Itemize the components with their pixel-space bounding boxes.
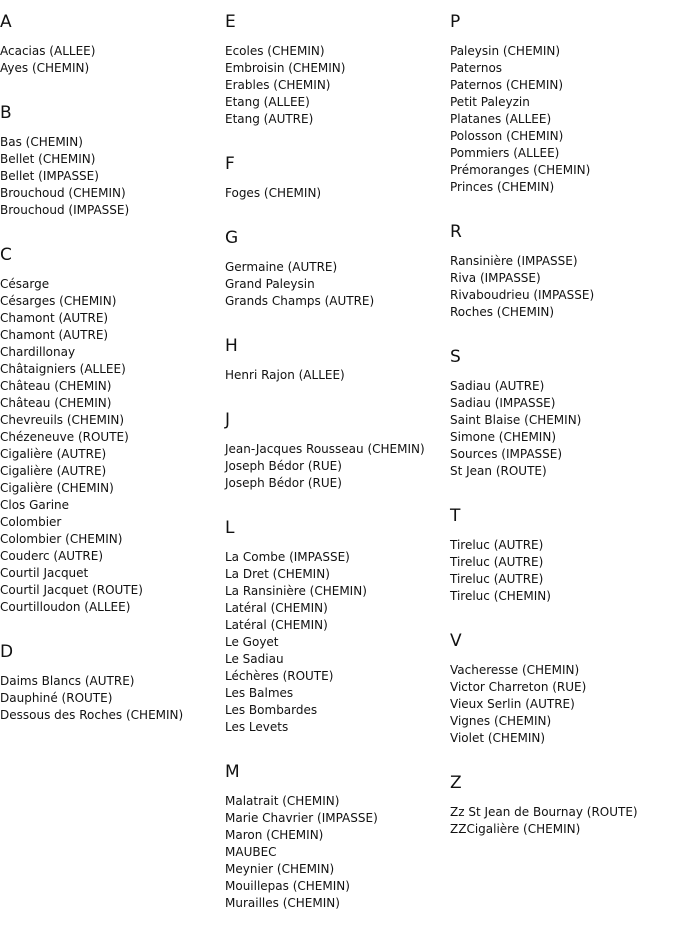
section-letter-heading: T	[450, 506, 461, 526]
street-name: Vieux Serlin (AUTRE)	[450, 697, 575, 711]
street-name: Courtil Jacquet (ROUTE)	[0, 583, 143, 597]
street-name: Dauphiné (ROUTE)	[0, 691, 113, 705]
street-index-column-2	[225, 0, 450, 926]
street-name: Germaine (AUTRE)	[225, 260, 338, 274]
street-name: Courtil Jacquet	[0, 566, 89, 580]
street-name: La Dret (CHEMIN)	[225, 567, 330, 581]
street-name: Ransinière (IMPASSE)	[450, 254, 578, 268]
section-letter-heading: E	[225, 12, 236, 32]
street-name: Châtaigniers (ALLEE)	[0, 362, 126, 376]
street-name: Pommiers (ALLEE)	[450, 146, 560, 160]
street-name: Tireluc (AUTRE)	[450, 538, 544, 552]
letter-section-h	[225, 336, 450, 398]
letter-section-c	[0, 245, 225, 630]
street-name: Petit Paleyzin	[450, 95, 530, 109]
street-name: Bellet (IMPASSE)	[0, 169, 99, 183]
street-name: Le Goyet	[225, 635, 279, 649]
street-name: Violet (CHEMIN)	[450, 731, 546, 745]
street-name: La Combe (IMPASSE)	[225, 550, 350, 564]
street-name: Maron (CHEMIN)	[225, 828, 324, 842]
letter-section-a	[0, 12, 225, 91]
letter-section-g	[225, 228, 450, 324]
street-name: Latéral (CHEMIN)	[225, 601, 328, 615]
street-name: Princes (CHEMIN)	[450, 180, 555, 194]
street-name: Chamont (AUTRE)	[0, 311, 109, 325]
street-name: Marie Chavrier (IMPASSE)	[225, 811, 378, 825]
street-name: Sources (IMPASSE)	[450, 447, 563, 461]
section-letter-heading: H	[225, 336, 238, 356]
street-name: MAUBEC	[225, 845, 277, 859]
street-name: Couderc (AUTRE)	[0, 549, 104, 563]
street-name: Grands Champs (AUTRE)	[225, 294, 375, 308]
street-name: Tireluc (AUTRE)	[450, 555, 544, 569]
letter-section-d	[0, 642, 225, 738]
street-name: Chevreuils (CHEMIN)	[0, 413, 125, 427]
section-letter-heading: S	[450, 347, 461, 367]
street-name: Simone (CHEMIN)	[450, 430, 557, 444]
street-name: Vacheresse (CHEMIN)	[450, 663, 580, 677]
street-name: Saint Blaise (CHEMIN)	[450, 413, 582, 427]
street-name: Zz St Jean de Bournay (ROUTE)	[450, 805, 638, 819]
letter-section-f	[225, 154, 450, 216]
street-name: Les Bombardes	[225, 703, 318, 717]
street-name: Cigalière (AUTRE)	[0, 464, 107, 478]
letter-section-s	[450, 347, 675, 494]
street-name: Bas (CHEMIN)	[0, 135, 83, 149]
section-letter-heading: L	[225, 518, 235, 538]
letter-section-l	[225, 518, 450, 750]
street-name: Paternos	[450, 61, 503, 75]
section-letter-heading: D	[0, 642, 14, 662]
street-name: Paleysin (CHEMIN)	[450, 44, 561, 58]
street-name: Chardillonay	[0, 345, 76, 359]
street-name: Mouillepas (CHEMIN)	[225, 879, 350, 893]
letter-section-m	[225, 762, 450, 926]
letter-section-v	[450, 631, 675, 761]
street-name: Meynier (CHEMIN)	[225, 862, 335, 876]
letter-section-t	[450, 506, 675, 619]
street-name: Foges (CHEMIN)	[225, 186, 322, 200]
letter-section-b	[0, 103, 225, 233]
street-name: Daims Blancs (AUTRE)	[0, 674, 135, 688]
street-name: Colombier	[0, 515, 62, 529]
letter-section-e	[225, 12, 450, 142]
section-letter-heading: R	[450, 222, 462, 242]
street-name: Tireluc (CHEMIN)	[450, 589, 551, 603]
section-letter-heading: C	[0, 245, 12, 265]
street-name: Roches (CHEMIN)	[450, 305, 555, 319]
street-name: Brouchoud (IMPASSE)	[0, 203, 130, 217]
street-name: Tireluc (AUTRE)	[450, 572, 544, 586]
street-name: Etang (AUTRE)	[225, 112, 314, 126]
street-name: Cigalière (CHEMIN)	[0, 481, 114, 495]
street-name: Latéral (CHEMIN)	[225, 618, 328, 632]
street-name: Courtilloudon (ALLEE)	[0, 600, 131, 614]
street-name: Grand Paleysin	[225, 277, 315, 291]
street-name: ZZCigalière (CHEMIN)	[450, 822, 581, 836]
street-name: Les Balmes	[225, 686, 294, 700]
letter-section-r	[450, 222, 675, 335]
section-letter-heading: V	[450, 631, 462, 651]
street-name: Le Sadiau	[225, 652, 284, 666]
street-name: Victor Charreton (RUE)	[450, 680, 587, 694]
street-index-column-3	[450, 0, 675, 852]
street-name: Malatrait (CHEMIN)	[225, 794, 340, 808]
section-letter-heading: Z	[450, 773, 462, 793]
street-name: Césarges (CHEMIN)	[0, 294, 117, 308]
street-name: Riva (IMPASSE)	[450, 271, 541, 285]
street-name: Prémoranges (CHEMIN)	[450, 163, 591, 177]
street-name: Colombier (CHEMIN)	[0, 532, 123, 546]
street-name: Léchères (ROUTE)	[225, 669, 334, 683]
street-name: Sadiau (AUTRE)	[450, 379, 545, 393]
street-name: Clos Garine	[0, 498, 70, 512]
street-name: Les Levets	[225, 720, 289, 734]
section-letter-heading: B	[0, 103, 12, 123]
street-name: Joseph Bédor (RUE)	[225, 476, 342, 490]
street-name: Etang (ALLEE)	[225, 95, 310, 109]
street-name: Platanes (ALLEE)	[450, 112, 552, 126]
street-name: Chézeneuve (ROUTE)	[0, 430, 129, 444]
section-letter-heading: F	[225, 154, 235, 174]
street-name: Erables (CHEMIN)	[225, 78, 331, 92]
street-name: Murailles (CHEMIN)	[225, 896, 340, 910]
street-name: Rivaboudrieu (IMPASSE)	[450, 288, 595, 302]
street-name: Bellet (CHEMIN)	[0, 152, 96, 166]
street-name: Château (CHEMIN)	[0, 379, 112, 393]
street-name: Chamont (AUTRE)	[0, 328, 109, 342]
street-name: Ecoles (CHEMIN)	[225, 44, 325, 58]
section-letter-heading: J	[225, 410, 231, 430]
street-name: Château (CHEMIN)	[0, 396, 112, 410]
street-name: Joseph Bédor (RUE)	[225, 459, 342, 473]
street-name: Acacias (ALLEE)	[0, 44, 96, 58]
street-name: St Jean (ROUTE)	[450, 464, 547, 478]
street-name: Sadiau (IMPASSE)	[450, 396, 556, 410]
street-name: Brouchoud (CHEMIN)	[0, 186, 126, 200]
section-letter-heading: G	[225, 228, 239, 248]
street-name: Cigalière (AUTRE)	[0, 447, 107, 461]
letter-section-z	[450, 773, 675, 852]
street-name: Dessous des Roches (CHEMIN)	[0, 708, 184, 722]
section-letter-heading: P	[450, 12, 461, 32]
street-name: Jean-Jacques Rousseau (CHEMIN)	[225, 442, 425, 456]
street-name: Césarge	[0, 277, 50, 291]
street-index-column-1	[0, 0, 225, 738]
street-name: Ayes (CHEMIN)	[0, 61, 90, 75]
section-letter-heading: A	[0, 12, 12, 32]
street-name: Embroisin (CHEMIN)	[225, 61, 346, 75]
street-name: La Ransinière (CHEMIN)	[225, 584, 367, 598]
street-name: Polosson (CHEMIN)	[450, 129, 564, 143]
street-name: Vignes (CHEMIN)	[450, 714, 552, 728]
street-name: Henri Rajon (ALLEE)	[225, 368, 345, 382]
street-name: Paternos (CHEMIN)	[450, 78, 564, 92]
section-letter-heading: M	[225, 762, 240, 782]
letter-section-p	[450, 12, 675, 210]
letter-section-j	[225, 410, 450, 506]
